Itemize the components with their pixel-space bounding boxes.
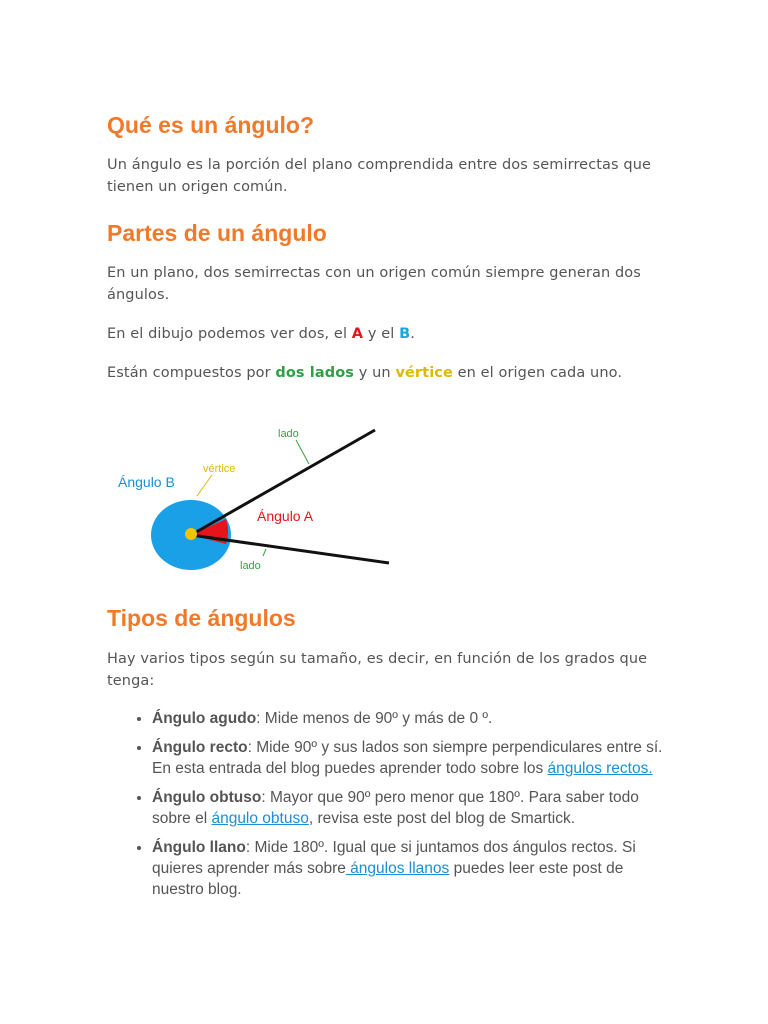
partes-paragraph-1: En un plano, dos semirrectas con un origen común siempre generan dos ángulos.	[107, 265, 641, 303]
definition-paragraph: Un ángulo es la porción del plano comprendida entre dos semirrectas que tienen un origen común.	[107, 157, 652, 195]
list-item	[152, 737, 672, 779]
list-item-term: Ángulo obtuso	[152, 789, 262, 806]
list-item-text: : Mide menos de 90º y más de 0 º.	[256, 710, 493, 727]
list-item-text: : Mayor que 90º pero menor que 180º. Para saber todo sobre el	[152, 789, 639, 827]
diagram-label-vertice: vértice	[203, 463, 236, 475]
angle-types-list	[128, 708, 672, 908]
list-item-text: : Mide 90º y sus lados son siempre perpendiculares entre sí. En esta entrada del blog puedes aprender todo sobre los	[152, 739, 663, 777]
label-angle-b: B	[399, 326, 411, 342]
list-item	[152, 708, 672, 729]
link-angulos-llanos[interactable]: ángulos llanos	[345, 860, 450, 877]
pointer-lado-top	[296, 440, 309, 464]
link-angulo-obtuso[interactable]: ángulo obtuso	[211, 810, 309, 827]
diagram-label-angulo-a: Ángulo A	[257, 508, 314, 524]
list-item-term: Ángulo llano	[152, 839, 246, 856]
list-item-text: : Mide 180º. Igual que si juntamos dos ángulos rectos. Si quieres aprender más sobre	[152, 839, 636, 877]
list-item-term: Ángulo agudo	[152, 710, 257, 727]
tipos-intro-paragraph: Hay varios tipos según su tamaño, es decir, en función de los grados que tenga:	[107, 651, 648, 689]
list-item-text: , revisa este post del blog de Smartick.	[308, 810, 576, 827]
link-angulos-rectos[interactable]: ángulos rectos.	[547, 760, 653, 777]
pointer-lado-bottom	[263, 549, 266, 556]
pointer-vertice	[197, 475, 212, 496]
text-fragment: en el origen cada uno.	[452, 365, 623, 381]
partes-paragraph-3	[107, 362, 667, 384]
angle-parts-diagram	[108, 418, 400, 582]
diagram-label-lado-top: lado	[278, 428, 299, 440]
heading-que-es-un-angulo: Qué es un ángulo?	[107, 112, 315, 138]
text-fragment: y un	[354, 365, 396, 381]
heading-partes-de-un-angulo: Partes de un ángulo	[107, 220, 327, 246]
list-item-text: puedes leer este post de nuestro blog.	[152, 860, 624, 898]
text-fragment: Están compuestos por	[107, 365, 276, 381]
text-fragment: .	[410, 326, 415, 342]
list-item	[152, 787, 672, 829]
label-vertice: vértice	[395, 365, 453, 381]
diagram-label-lado-bottom: lado	[240, 560, 261, 572]
partes-paragraph-2	[107, 323, 667, 345]
list-item	[152, 837, 672, 900]
heading-tipos-de-angulos: Tipos de ángulos	[107, 605, 296, 631]
diagram-label-angulo-b: Ángulo B	[118, 474, 175, 490]
list-item-term: Ángulo recto	[152, 739, 248, 756]
article-top	[107, 110, 667, 384]
text-fragment: y el	[363, 326, 400, 342]
label-angle-a: A	[351, 326, 364, 342]
vertex-point	[185, 528, 197, 540]
label-dos-lados: dos lados	[275, 365, 355, 381]
text-fragment: En el dibujo podemos ver dos, el	[107, 326, 352, 342]
